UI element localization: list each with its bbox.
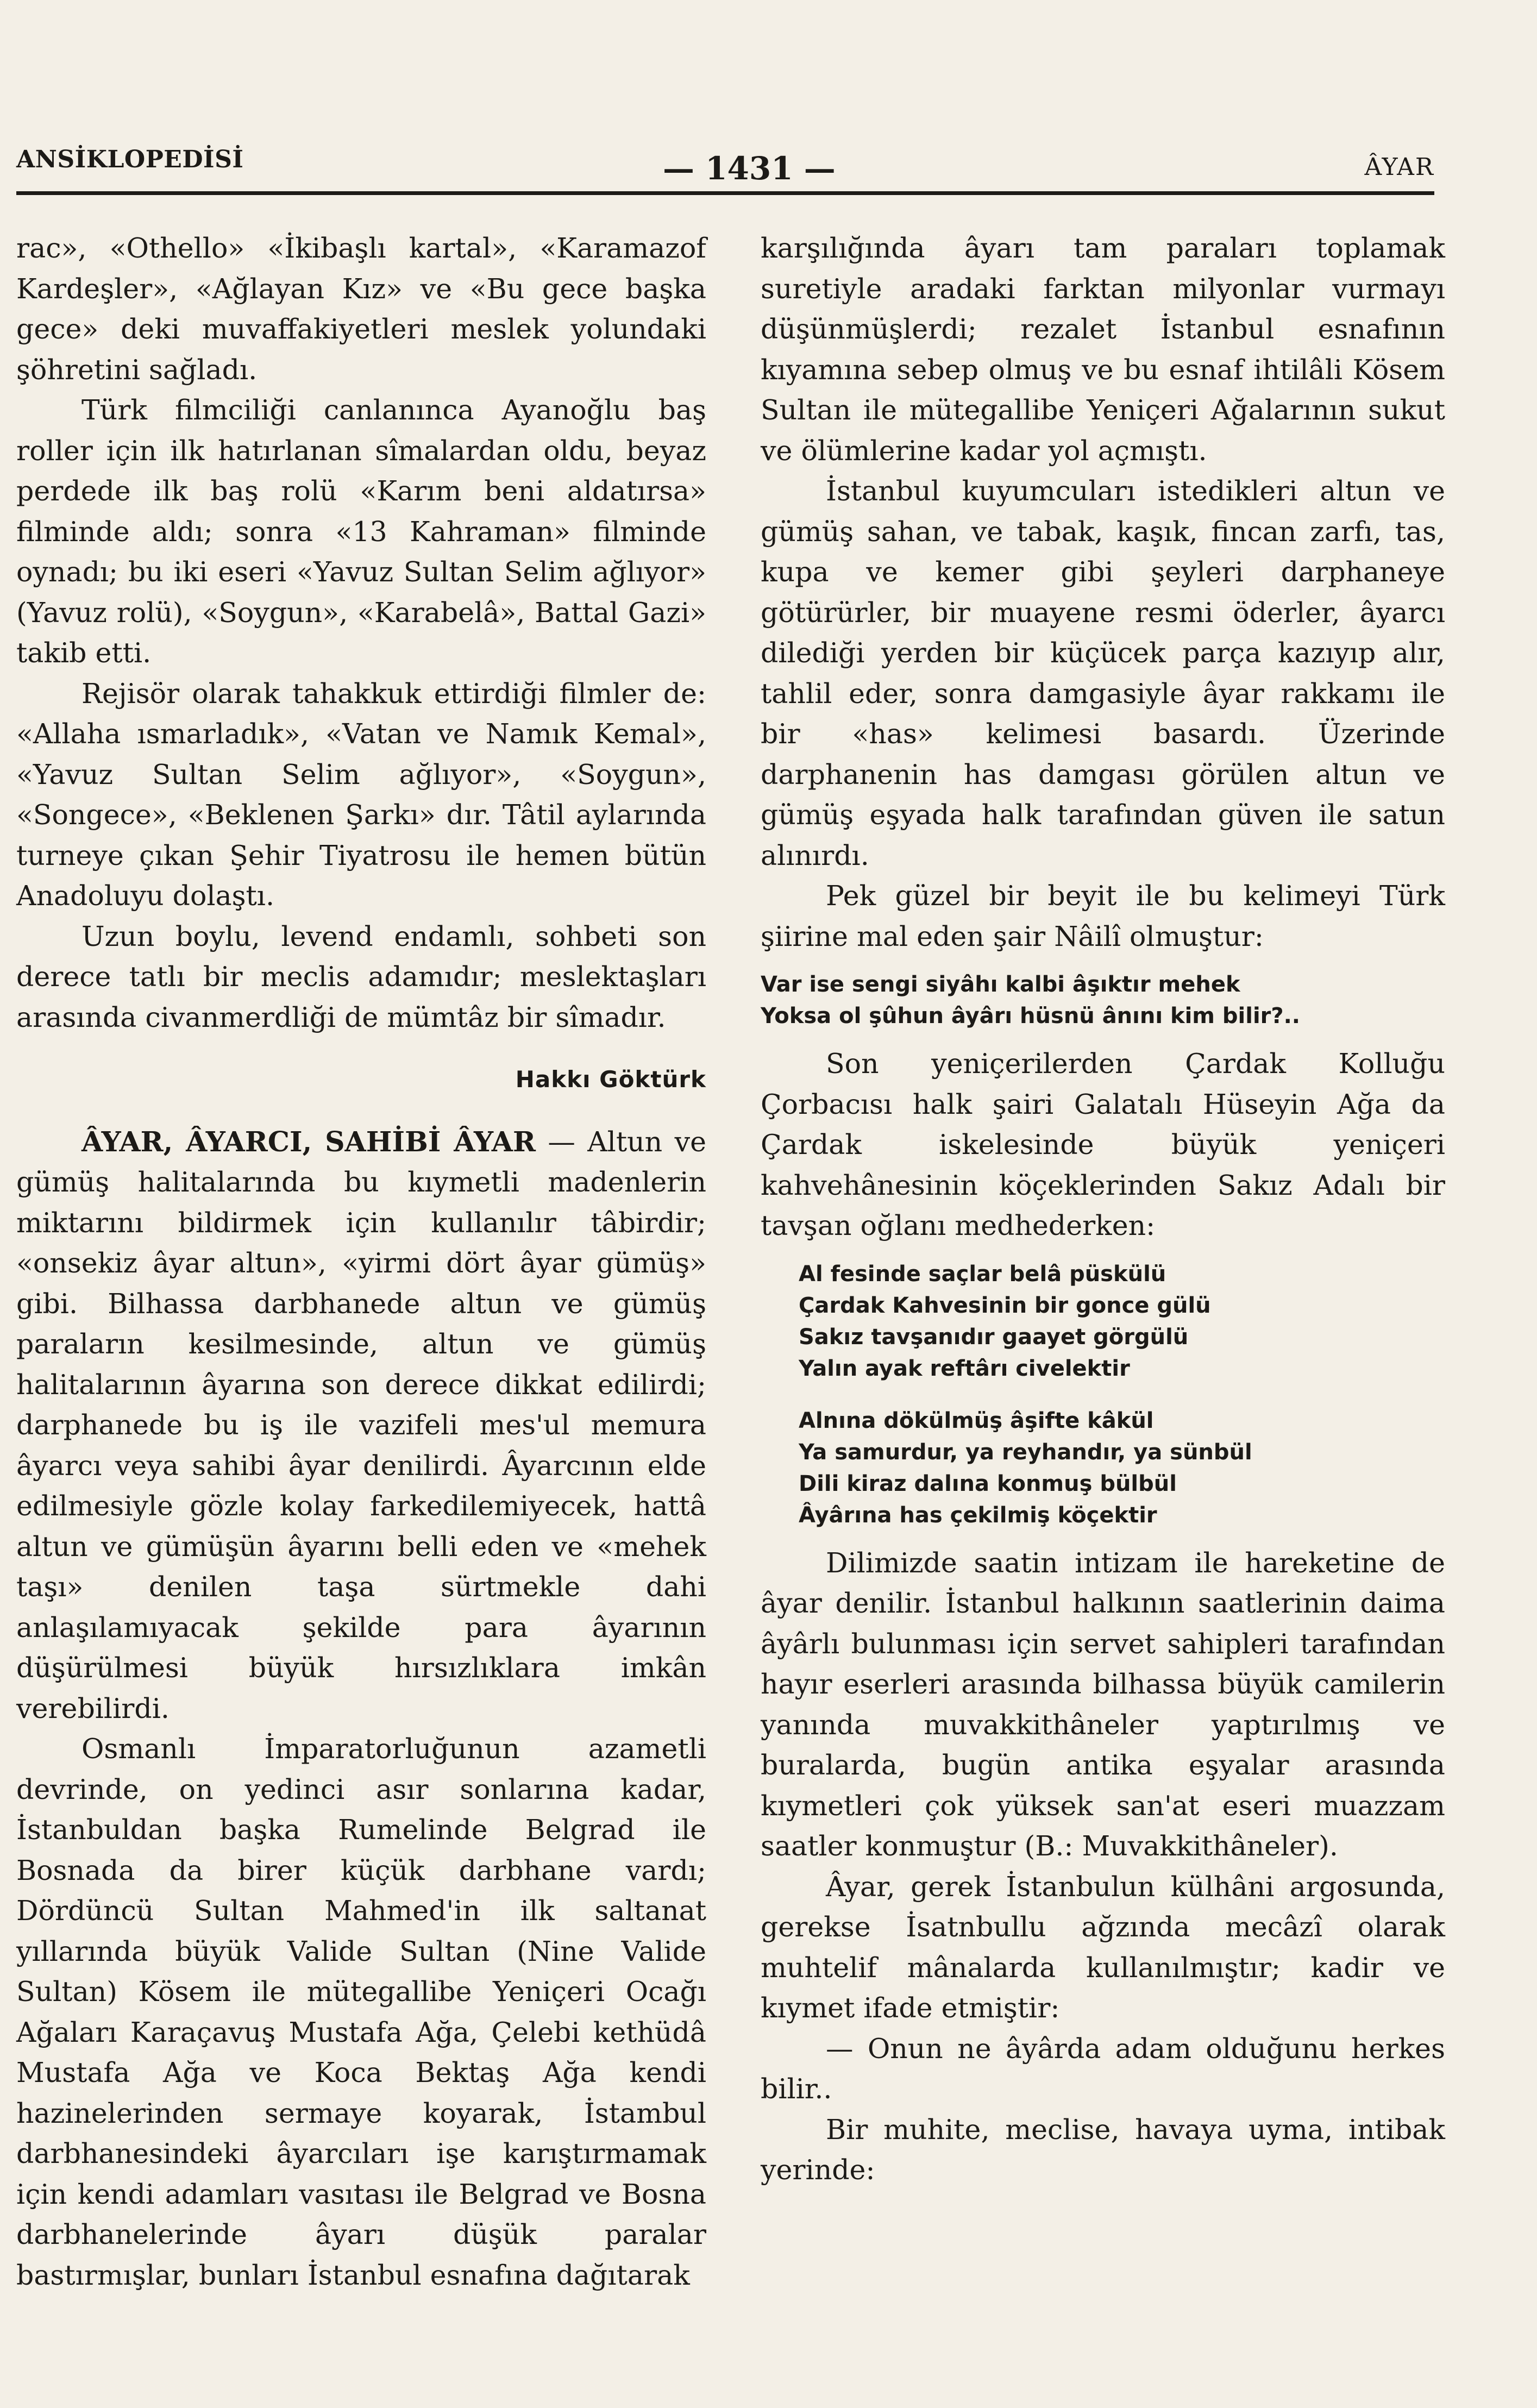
paragraph: Uzun boylu, levend endamlı, sohbeti son derece tatlı bir meclis adamıdır; meslektaşları arasında civanmerdliği de mümtâz bir sîmadır.	[16, 920, 706, 1033]
verse-line: Yalın ayak reftârı civelektir	[799, 1356, 1130, 1381]
verse-line: Dili kiraz dalına konmuş bülbül	[799, 1471, 1177, 1496]
author-signature: Hakkı Göktürk	[515, 1066, 706, 1093]
paragraph: Son yeniçerilerden Çardak Kolluğu Çorbacısı halk şairi Galatalı Hüseyin Ağa da Çardak iskelesinde büyük yeniçeri kahvehânesinin köçeklerinden Sakız Adalı bir tavşan oğlanı medhederken:	[761, 1048, 1445, 1241]
paragraph: Osmanlı İmparatorluğunun azametli devrinde, on yedinci asır sonlarına kadar, İstanbuldan başka Rumelinde Belgrad ile Bosnada da birer küçük darbhane vardı; Dördüncü Sultan Mahmed'in ilk saltanat yıllarında büyük Valide Sultan (Nine Valide Sultan) Kösem ile mütegallibe Yeniçeri Ocağı Ağaları Karaçavuş Mustafa Ağa, Çelebi kethüdâ Mustafa Ağa ve Koca Bektaş Ağa kendi hazinelerinden sermaye koyarak, İstambul darbhanesindeki âyarcıları işe karıştırmamak için kendi adamları vasıtası ile Belgrad ve Bosna darbhanelerinde âyarı düşük paralar bastırmışlar, bunları İstanbul esnafına dağıtarak	[16, 1733, 706, 2291]
nailî-couplet	[761, 969, 1445, 1032]
header-rule	[16, 191, 1434, 195]
verse-line: Var ise sengi siyâhı kalbi âşıktır mehek	[761, 972, 1240, 997]
paragraph: Dilimizde saatin intizam ile hareketine de âyar denilir. İstanbul halkının saatlerinin daima âyârlı bulunması için servet sahipleri tarafından hayır eserleri arasında bilhassa büyük camilerin yanında muvakkithâneler yaptırılmış ve buralarda, bugün antika eşyalar arasında kıymetleri çok yüksek san'at eseri muazzam saatler konmuştur (B.: Muvakkithâneler).	[761, 1546, 1445, 1862]
right-column	[761, 228, 1445, 2191]
verse-line: Çardak Kahvesinin bir gonce gülü	[799, 1293, 1211, 1318]
header-publication-title: ANSİKLOPEDİSİ	[16, 146, 244, 173]
verse-line: Ya samurdur, ya reyhandır, ya sünbül	[799, 1439, 1252, 1465]
verse-line: Alnına dökülmüş âşifte kâkül	[799, 1408, 1154, 1433]
paragraph: Bir muhite, meclise, havaya uyma, intibak yerinde:	[761, 2113, 1445, 2186]
entry-headword: ÂYAR, ÂYARCI, SAHİBİ ÂYAR	[81, 1125, 536, 1158]
huseyin-aga-poem	[799, 1258, 1445, 1531]
paragraph: — Onun ne âyârda adam olduğunu herkes bilir..	[761, 2032, 1445, 2105]
paragraph: Türk filmciliği canlanınca Ayanoğlu baş roller için ilk hatırlanan sîmalardan oldu, beyaz perdede ilk baş rolü «Karım beni aldatırsa» filminde aldı; sonra «13 Kahraman» filminde oynadı; bu iki eseri «Yavuz Sultan Selim ağlıyor» (Yavuz rolü), «Soygun», «Karabelâ», Battal Gazi» takib etti.	[16, 394, 706, 669]
page-number: — 1431 —	[663, 150, 836, 187]
stanza-gap	[799, 1384, 1445, 1405]
left-column	[16, 228, 706, 2296]
paragraph: Rejisör olarak tahakkuk ettirdiği filmler de: «Allaha ısmarladık», «Vatan ve Namık Kemal», «Yavuz Sultan Selim ağlıyor», «Soygun», «Songece», «Beklenen Şarkı» dır. Tâtil aylarında turneye çıkan Şehir Tiyatrosu ile hemen bütün Anadoluyu dolaştı.	[16, 677, 706, 912]
paragraph: karşılığında âyarı tam paraları toplamak suretiyle aradaki farktan milyonlar vurmayı düşünmüşlerdi; rezalet İstanbul esnafının kıyamına sebep olmuş ve bu esnaf ihtilâli Kösem Sultan ile mütegallibe Yeniçeri Ağalarının sukut ve ölümlerine kadar yol açmıştı.	[761, 232, 1445, 467]
paragraph: rac», «Othello» «İkibaşlı kartal», «Karamazof Kardeşler», «Ağlayan Kız» ve «Bu gece başka gece» deki muvaffakiyetleri meslek yolundaki şöhretini sağladı.	[16, 232, 706, 386]
verse-line: Yoksa ol şûhun âyârı hüsnü ânını kim bilir?..	[761, 1004, 1300, 1029]
header-entry-keyword: ÂYAR	[1364, 153, 1434, 181]
paragraph: Pek güzel bir beyit ile bu kelimeyi Türk şiirine mal eden şair Nâilî olmuştur:	[761, 880, 1445, 952]
paragraph: Âyar, gerek İstanbulun külhâni argosunda, gerekse İsatnbullu ağzında mecâzî olarak muhtelif mânalarda kullanılmıştır; kadir ve kıymet ifade etmiştir:	[761, 1870, 1445, 2024]
verse-line: Âyârına has çekilmiş köçektir	[799, 1502, 1157, 1528]
verse-line: Sakız tavşanıdır gaayet görgülü	[799, 1324, 1189, 1350]
paragraph: İstanbul kuyumcuları istedikleri altun ve gümüş sahan, ve tabak, kaşık, fincan zarfı, tas, kupa ve kemer gibi şeyleri darphaneye götürürler, bir muayene resmi öderler, âyarcı dilediği yerden bir küçücek parça kazıyıp alır, tahlil eder, sonra damgasiyle âyar rakkamı ile bir «has» kelimesi basardı. Üzerinde darphanenin has damgası görülen altun ve gümüş eşyada halk tarafından güven ile satun alınırdı.	[761, 475, 1445, 871]
entry-paragraph	[16, 1122, 706, 1729]
verse-line: Al fesinde saçlar belâ püskülü	[799, 1261, 1166, 1287]
page-header	[16, 146, 1434, 189]
entry-definition: — Altun ve gümüş halitalarında bu kıymetli madenlerin miktarını bildirmek için kullanılır tâbirdir; «onsekiz âyar altun», «yirmi dört âyar gümüş» gibi. Bilhassa darbhanede altun ve gümüş paraların kesilmesinde, altun ve gümüş halitalarının âyarına son derece dikkat edilirdi; darphanede bu iş ile vazifeli mes'ul memura âyarcı veya sahibi âyar denilirdi. Âyarcının elde edilmesiyle gözle kolay farkedilemiyecek, hattâ altun ve gümüşün âyarını belli eden ve «mehek taşı» denilen taşa sürtmekle dahi anlaşılamıyacak şekilde para âyarının düşürülmesi büyük hırsızlıklara imkân verebilirdi.	[16, 1125, 706, 1725]
